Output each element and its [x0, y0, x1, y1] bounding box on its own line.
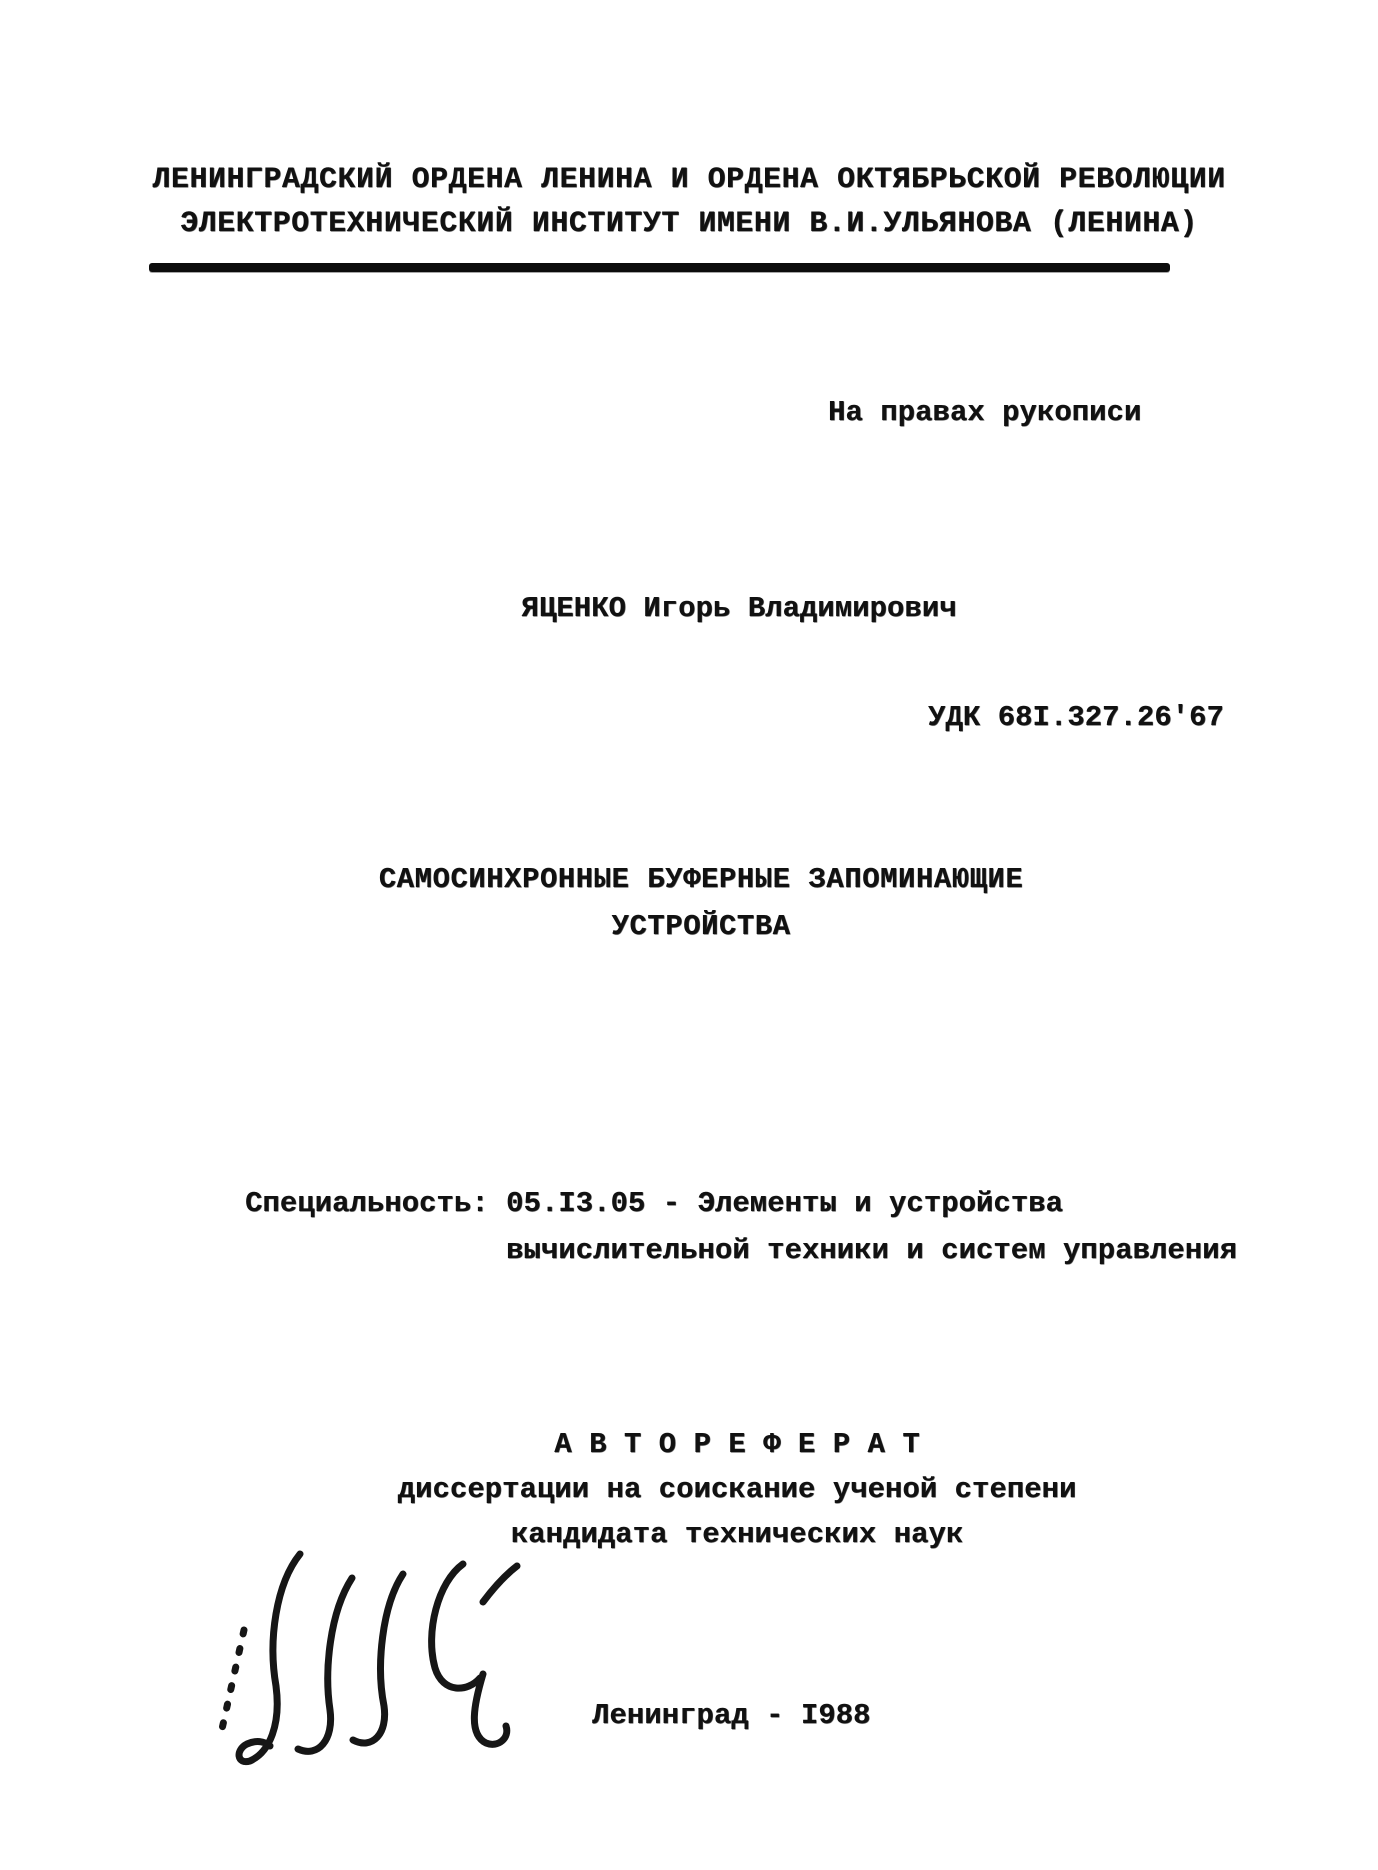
title-line2: УСТРОЙСТВА [611, 910, 791, 943]
specialty-line2: вычислительной техники и систем управления [506, 1234, 1237, 1267]
title-line1: САМОСИНХРОННЫЕ БУФЕРНЫЕ ЗАПОМИНАЮЩИЕ [378, 863, 1024, 896]
abstract-block [0, 1422, 1378, 1557]
signature-stroke [474, 1674, 506, 1744]
specialty-line1: Специальность: 05.I3.05 - Элементы и устройства [245, 1187, 1063, 1220]
signature-stroke [239, 1554, 300, 1762]
signature-stroke [353, 1574, 403, 1743]
author-name: ЯЦЕНКО Игорь Владимирович [521, 592, 957, 625]
abstract-line3: кандидата технических наук [510, 1518, 964, 1551]
abstract-heading: А В Т О Р Е Ф Е Р А Т [554, 1428, 920, 1461]
institute-line1: ЛЕНИНГРАДСКИЙ ОРДЕНА ЛЕНИНА И ОРДЕНА ОКТЯБРЬСКОЙ РЕВОЛЮЦИИ [152, 163, 1226, 197]
city-year-line: Ленинград - I988 [592, 1699, 871, 1732]
signature-stroke [298, 1578, 352, 1751]
institute-header [0, 158, 1378, 246]
signature-scrawl [180, 1538, 525, 1793]
signature-stroke [483, 1566, 517, 1602]
udc-number: УДК 68I.327.26'67 [928, 701, 1224, 734]
manuscript-rights-note: На правах рукописи [828, 396, 1142, 429]
signature-stroke [432, 1564, 480, 1688]
institute-line2: ЭЛЕКТРОТЕХНИЧЕСКИЙ ИНСТИТУТ ИМЕНИ В.И.УЛЬЯНОВА (ЛЕНИНА) [180, 207, 1198, 241]
abstract-line2: диссертации на соискание ученой степени [397, 1473, 1077, 1506]
header-rule [149, 263, 1170, 272]
dissertation-title [0, 856, 1378, 950]
signature-dashes [220, 1630, 244, 1738]
